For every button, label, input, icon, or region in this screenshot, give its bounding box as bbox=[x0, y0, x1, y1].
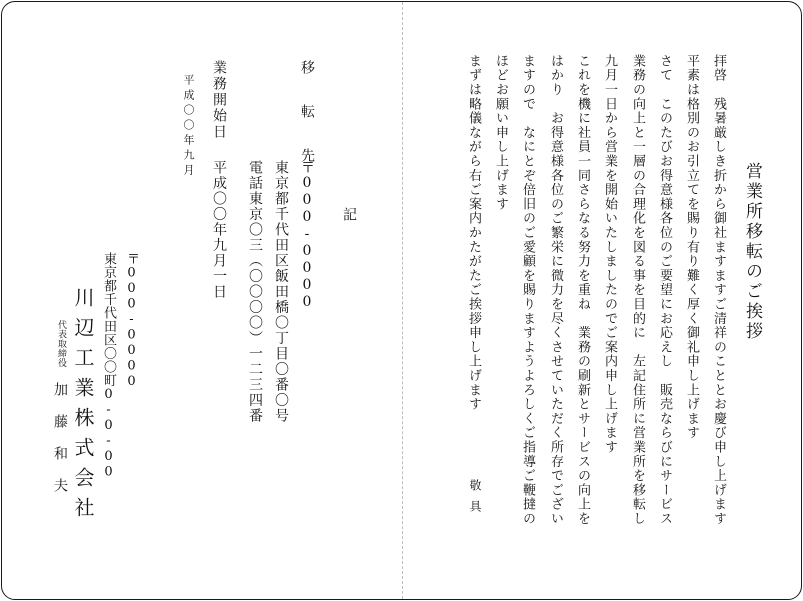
letter-line-2: 平素は格別のお引立てを賜り有り難く厚く御礼申し上げます bbox=[684, 54, 699, 441]
start-label: 業務開始日 bbox=[211, 60, 227, 140]
destination-label: 移 転 先 bbox=[299, 60, 315, 170]
start-date: 平成〇〇年九月一日 bbox=[211, 160, 227, 300]
letter-line-1: 拝啓 残暑厳しき折から御社ますますご清祥のこととお慶び申し上げます bbox=[711, 54, 726, 526]
letter-line-10: まずは略儀ながら右ご案内かたがたご挨拶申し上げます bbox=[466, 54, 481, 412]
representative-name: 加藤和夫 bbox=[52, 382, 68, 510]
company-name: 川辺工業株式会社 bbox=[71, 287, 95, 527]
representative-title: 代表取締役 bbox=[56, 320, 66, 368]
letter-line-8: ますので なにとぞ倍旧のご愛顧を賜りますようよろしくご指導ご鞭撻の bbox=[520, 54, 535, 526]
letter-line-3: さて このたびお得意様各位のご要望にお応えし 販売ならびにサービス bbox=[657, 54, 672, 526]
ki-heading: 記 bbox=[341, 207, 357, 221]
greeting-card bbox=[1, 1, 802, 600]
letter-line-9: ほどお願い申し上げます bbox=[493, 54, 508, 212]
fold-line bbox=[402, 2, 403, 599]
letter-line-4: 業務の向上と一層の合理化を図る事を目的に 左記住所に営業所を移転し bbox=[630, 54, 645, 526]
letter-line-7: はかり お得意様各位のご繁栄に微力を尽くさせていただく所存でござい bbox=[548, 54, 563, 526]
letter-line-6: これを機に社員一同さらなる努力を重ね 業務の刷新とサービスの向上を bbox=[575, 54, 590, 526]
sender-postal-code: 〒000-0000 bbox=[124, 252, 139, 390]
destination-phone: 電話東京〇三（〇〇〇〇）一二三四番 bbox=[247, 160, 263, 424]
closing-keigu: 敬具 bbox=[468, 479, 482, 521]
destination-postal-code: 〒000-0000 bbox=[299, 160, 315, 311]
sender-address: 東京都千代田区〇〇町0-0-00 bbox=[101, 252, 116, 480]
letter-line-5: 九月一日から営業を開始いたしましたのでご案内申し上げます bbox=[602, 54, 617, 455]
sender-date: 平成〇〇年九月 bbox=[182, 74, 195, 179]
destination-address: 東京都千代田区飯田橋〇丁目〇番〇号 bbox=[273, 160, 289, 424]
letter-title: 営業所移転のご挨拶 bbox=[742, 162, 762, 342]
